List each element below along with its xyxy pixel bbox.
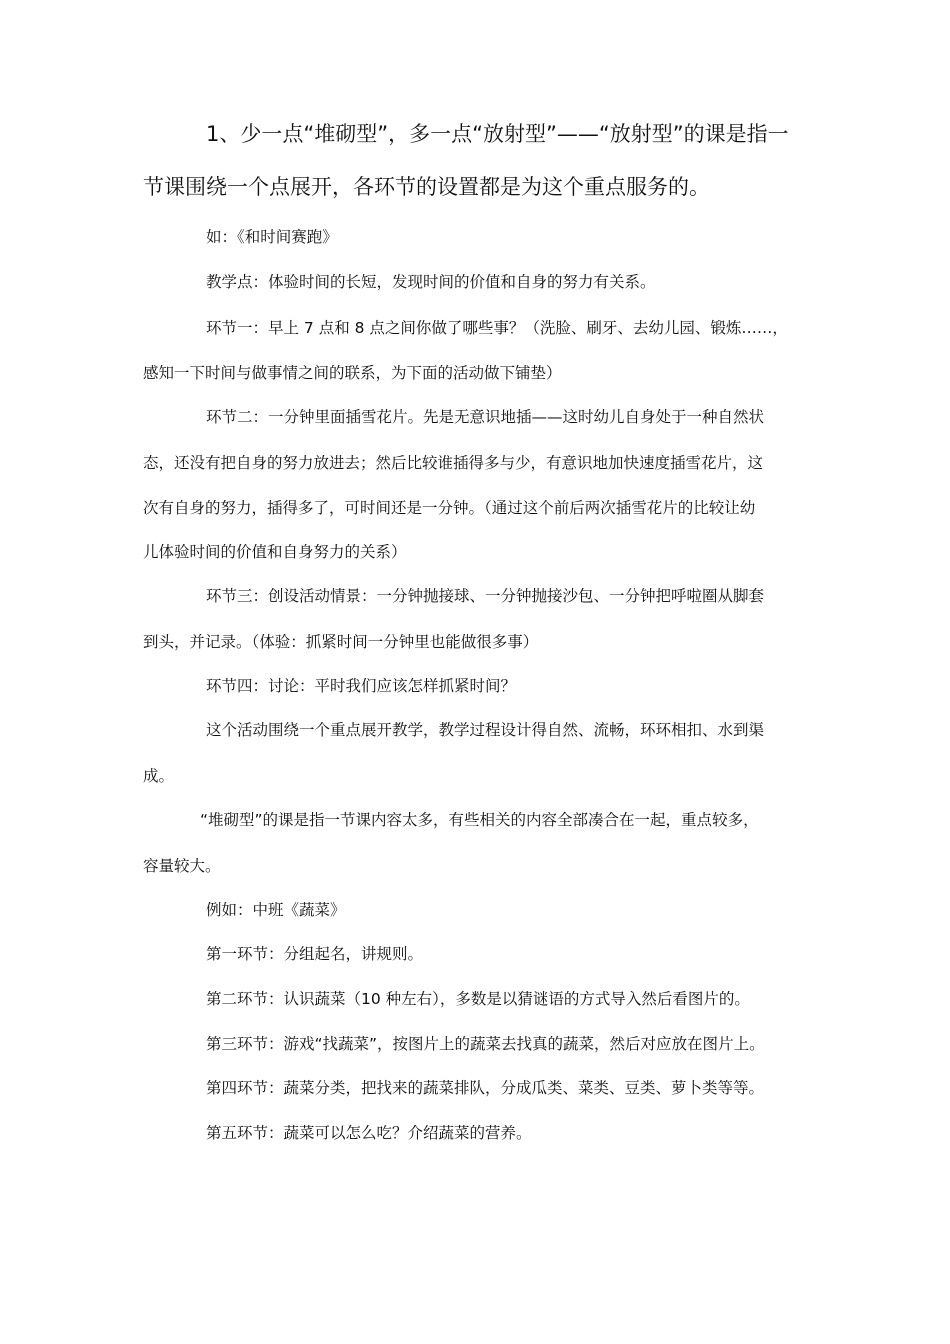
section-line: 第二环节：认识蔬菜（10 种左右），多数是以猜谜语的方式导入然后看图片的。: [206, 990, 750, 1008]
heading-line-2: 节课围绕一个点展开，各环节的设置都是为这个重点服务的。: [143, 175, 710, 199]
step2-line-2: 态，还没有把自身的努力放进去；然后比较谁插得多与少，有意识地加快速度插雪花片，这: [143, 454, 764, 472]
step2-line-1: 环节二：一分钟里面插雪花片。先是无意识地插——这时幼儿自身处于一种自然状: [206, 408, 765, 426]
step1-line-1: 环节一：早上 7 点和 8 点之间你做了哪些事？（洗脸、刷牙、去幼儿园、锻炼……，: [206, 319, 788, 337]
heading-line-1: 1、少一点“堆砌型”，多一点“放射型”——“放射型”的课是指一: [206, 122, 789, 146]
step3-line-1: 环节三：创设活动情景：一分钟抛接球、一分钟抛接沙包、一分钟把呼啦圈从脚套: [206, 587, 765, 605]
stacked-line-2: 容量较大。: [143, 857, 221, 875]
section-line: 第四环节：蔬菜分类，把找来的蔬菜排队，分成瓜类、菜类、豆类、萝卜类等等。: [206, 1079, 765, 1097]
example-title-vegetables: 例如：中班《蔬菜》: [206, 901, 346, 919]
step1-line-2: 感知一下时间与做事情之间的联系，为下面的活动做下铺垫）: [143, 364, 562, 382]
teaching-point: 教学点：体验时间的长短，发现时间的价值和自身的努力有关系。: [206, 273, 656, 291]
section-line: 第一环节：分组起名，讲规则。: [206, 945, 424, 963]
step2-line-3: 次有自身的努力，插得多了，可时间还是一分钟。（通过这个前后两次插雪花片的比较让幼: [143, 499, 756, 517]
summary-line-2: 成。: [143, 767, 175, 785]
stacked-line-1: “堆砌型”的课是指一节课内容太多，有些相关的内容全部凑合在一起，重点较多，: [200, 811, 759, 829]
step2-line-4: 儿体验时间的价值和自身努力的关系）: [143, 543, 407, 561]
section-line: 第三环节：游戏“找蔬菜”，按图片上的蔬菜去找真的蔬菜，然后对应放在图片上。: [206, 1035, 765, 1053]
summary-line-1: 这个活动围绕一个重点展开教学，教学过程设计得自然、流畅，环环相扣、水到渠: [206, 721, 765, 739]
example-title-time-race: 如：《和时间赛跑》: [206, 228, 338, 246]
step4-line: 环节四：讨论：平时我们应该怎样抓紧时间？: [206, 677, 517, 695]
step3-line-2: 到头，并记录。（体验：抓紧时间一分钟里也能做很多事）: [143, 633, 539, 651]
section-line: 第五环节：蔬菜可以怎么吃？介绍蔬菜的营养。: [206, 1124, 532, 1142]
